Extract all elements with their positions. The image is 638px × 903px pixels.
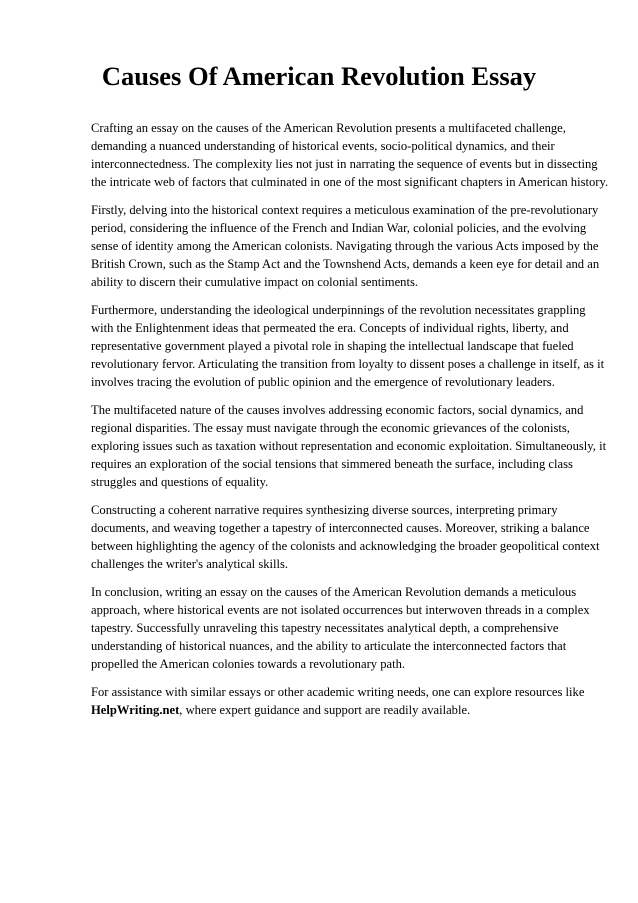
paragraph-narrative: Constructing a coherent narrative requires synthesizing diverse sources, interpreting primary documents, and weaving together a tapestry of interconnected causes. Moreover, striking a balance between highlighting the agency of the colonists and acknowledging the broader geopolitical context challenges the writer's analytical skills. [91, 503, 600, 571]
closing-text-after: , where expert guidance and support are readily available. [179, 703, 471, 717]
paragraph-intro: Crafting an essay on the causes of the American Revolution presents a multifaceted challenge, demanding a nuanced understanding of historical events, socio-political dynamics, and their interconnectedness. The complexity lies not just in narrating the sequence of events but in dissecting the intricate web of factors that culminated in one of the most significant chapters in American history. [91, 121, 609, 189]
helpwriting-link[interactable]: HelpWriting.net [91, 703, 180, 717]
paragraph-conclusion: In conclusion, writing an essay on the causes of the American Revolution demands a meticulous approach, where historical events are not isolated occurrences but interwoven threads in a complex tapestry. Successfully unraveling this tapestry necessitates analytical depth, a comprehensive understanding of historical nuances, and the ability to articulate the interconnected factors that propelled the American colonies towards a revolutionary path. [91, 585, 590, 671]
paragraph-economic-social: The multifaceted nature of the causes involves addressing economic factors, social dynamics, and regional disparities. The essay must navigate through the economic grievances of the colonists, exploring issues such as taxation without representation and economic exploitation. Simultaneously, it requires an exploration of the social tensions that simmered beneath the surface, including class struggles and questions of equality. [91, 403, 607, 489]
closing-text-before: For assistance with similar essays or other academic writing needs, one can explore resources like [91, 685, 585, 699]
paragraph-historical-context: Firstly, delving into the historical context requires a meticulous examination of the pre-revolutionary period, considering the influence of the French and Indian War, colonial policies, and the evolving sense of identity among the American colonists. Navigating through the various Acts imposed by the British Crown, such as the Stamp Act and the Townshend Acts, demands a keen eye for detail and an ability to discern their cumulative impact on colonial sentiments. [91, 203, 600, 289]
document-title: Causes Of American Revolution Essay [101, 61, 537, 91]
document-body [91, 119, 611, 729]
paragraph-ideological: Furthermore, understanding the ideological underpinnings of the revolution necessitates grappling with the Enlightenment ideas that permeated the era. Concepts of individual rights, liberty, and representative government played a pivotal role in shaping the intellectual landscape that fueled revolutionary fervor. Articulating the transition from loyalty to dissent poses a challenge in itself, as it involves tracing the evolution of public opinion and the emergence of revolutionary leaders. [91, 303, 605, 389]
paragraph-closing [91, 683, 611, 719]
